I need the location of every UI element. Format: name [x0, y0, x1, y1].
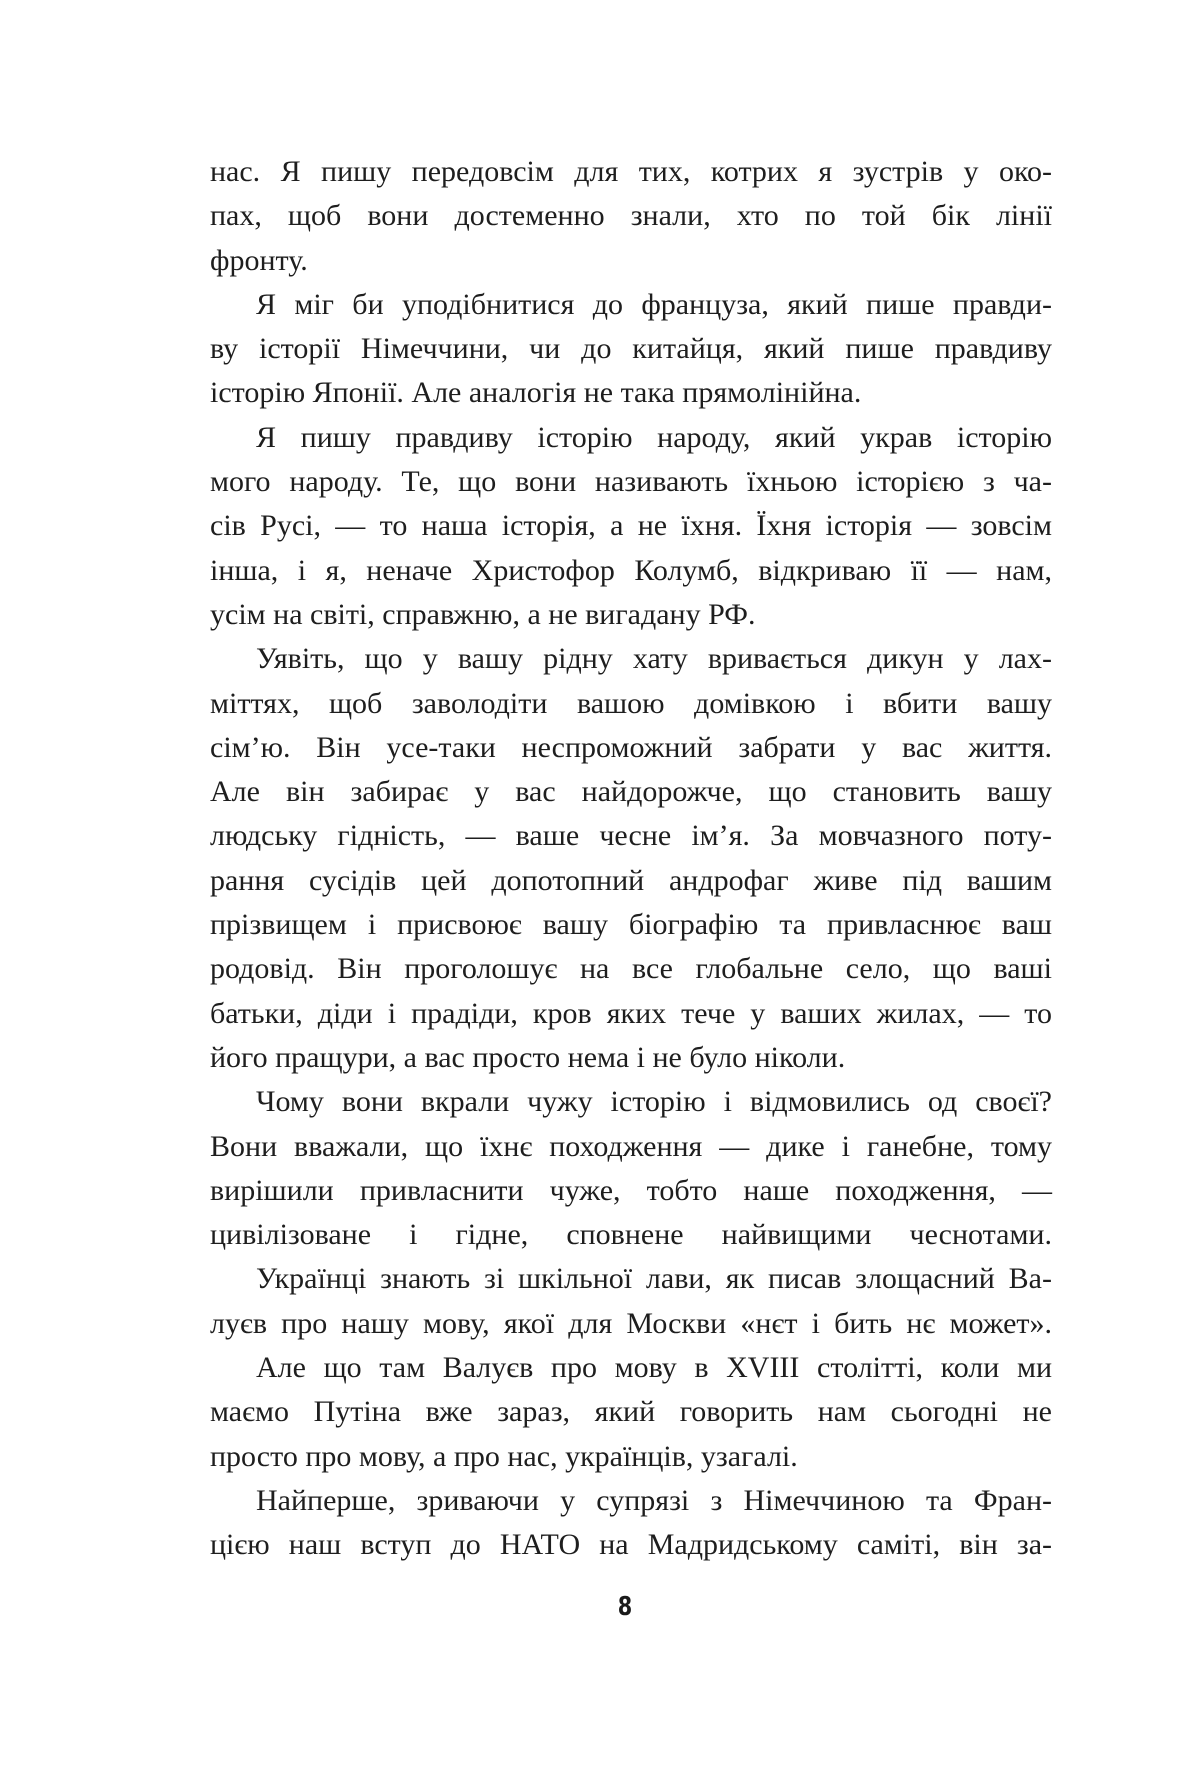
- text-line: Я пишу правдиву історію народу, який украв історію: [256, 420, 1052, 454]
- text-line: Уявіть, що у вашу рідну хату вривається дикун у лах-: [256, 642, 1052, 676]
- text-line: фронту.: [210, 243, 308, 277]
- paragraph: [210, 150, 1052, 283]
- text-line: мого народу. Те, що вони називають їхньою історією з ча-: [210, 465, 1052, 499]
- text-line: Але що там Валуєв про мову в XVIII столітті, коли ми: [256, 1351, 1052, 1385]
- paragraph: [210, 1346, 1052, 1479]
- text-line: сім’ю. Він усе-таки неспроможний забрати у вас життя.: [210, 730, 1052, 764]
- text-line: маємо Путіна вже зараз, який говорить нам сьогодні не: [210, 1395, 1052, 1429]
- text-line: вирішили привласнити чуже, тобто наше походження, —: [210, 1173, 1052, 1207]
- text-line: сів Русі, — то наша історія, а не їхня. Їхня історія — зовсім: [210, 509, 1052, 543]
- text-line: цією наш вступ до НАТО на Мадридському саміті, він за-: [210, 1528, 1052, 1562]
- text-line: Вони вважали, що їхнє походження — дике і ганебне, тому: [210, 1129, 1052, 1163]
- text-line: усім на світі, справжню, а не вигадану РФ.: [210, 597, 756, 631]
- text-line: цивілізоване і гідне, сповнене найвищими чеснотами.: [210, 1218, 1052, 1252]
- text-line: рання сусідів цей допотопний андрофаг живе під вашим: [210, 863, 1052, 897]
- text-line: нас. Я пишу передовсім для тих, котрих я зустрів у око-: [210, 155, 1052, 188]
- text-line: Я міг би уподібнитися до француза, який пише правди-: [256, 287, 1052, 321]
- text-line: його пращури, а вас просто нема і не було ніколи.: [210, 1040, 846, 1074]
- text-line: Але він забирає у вас найдорожче, що становить вашу: [210, 775, 1052, 809]
- paragraph: [210, 1479, 1052, 1568]
- text-line: ву історії Німеччини, чи до китайця, який пише правдиву: [210, 332, 1052, 366]
- text-line: луєв про нашу мову, якої для Москви «нєт і бить нє может».: [210, 1306, 1052, 1340]
- paragraph: [210, 1257, 1052, 1346]
- text-line: людську гідність, — ваше чесне ім’я. За мовчазного поту-: [210, 819, 1052, 853]
- paragraph: [210, 283, 1052, 416]
- text-line: пах, щоб вони достеменно знали, хто по той бік лінії: [210, 199, 1052, 233]
- text-line: батьки, діди і прадіди, кров яких тече у ваших жилах, — то: [210, 996, 1052, 1030]
- body-text: [210, 150, 1052, 1568]
- text-line: Чому вони вкрали чужу історію і відмовились од своєї?: [256, 1085, 1052, 1119]
- text-line: інша, і я, неначе Христофор Колумб, відкриваю її — нам,: [210, 553, 1052, 587]
- paragraph: [210, 416, 1052, 637]
- text-line: Українці знають зі шкільної лави, як писав злощасний Ва-: [256, 1262, 1052, 1296]
- text-line: просто про мову, а про нас, українців, узагалі.: [210, 1439, 798, 1473]
- text-line: родовід. Він проголошує на все глобальне село, що ваші: [210, 952, 1052, 986]
- paragraph: [210, 1080, 1052, 1257]
- text-line: прізвищем і присвоює вашу біографію та привласнює ваш: [210, 908, 1052, 942]
- text-line: історію Японії. Але аналогія не така прямолінійна.: [210, 376, 862, 410]
- paragraph: [210, 637, 1052, 1080]
- text-line: міттях, щоб заволодіти вашою домівкою і вбити вашу: [210, 686, 1052, 720]
- text-line: Найперше, зриваючи у супрязі з Німеччиною та Фран-: [256, 1483, 1052, 1517]
- page-number: 8: [617, 1592, 633, 1622]
